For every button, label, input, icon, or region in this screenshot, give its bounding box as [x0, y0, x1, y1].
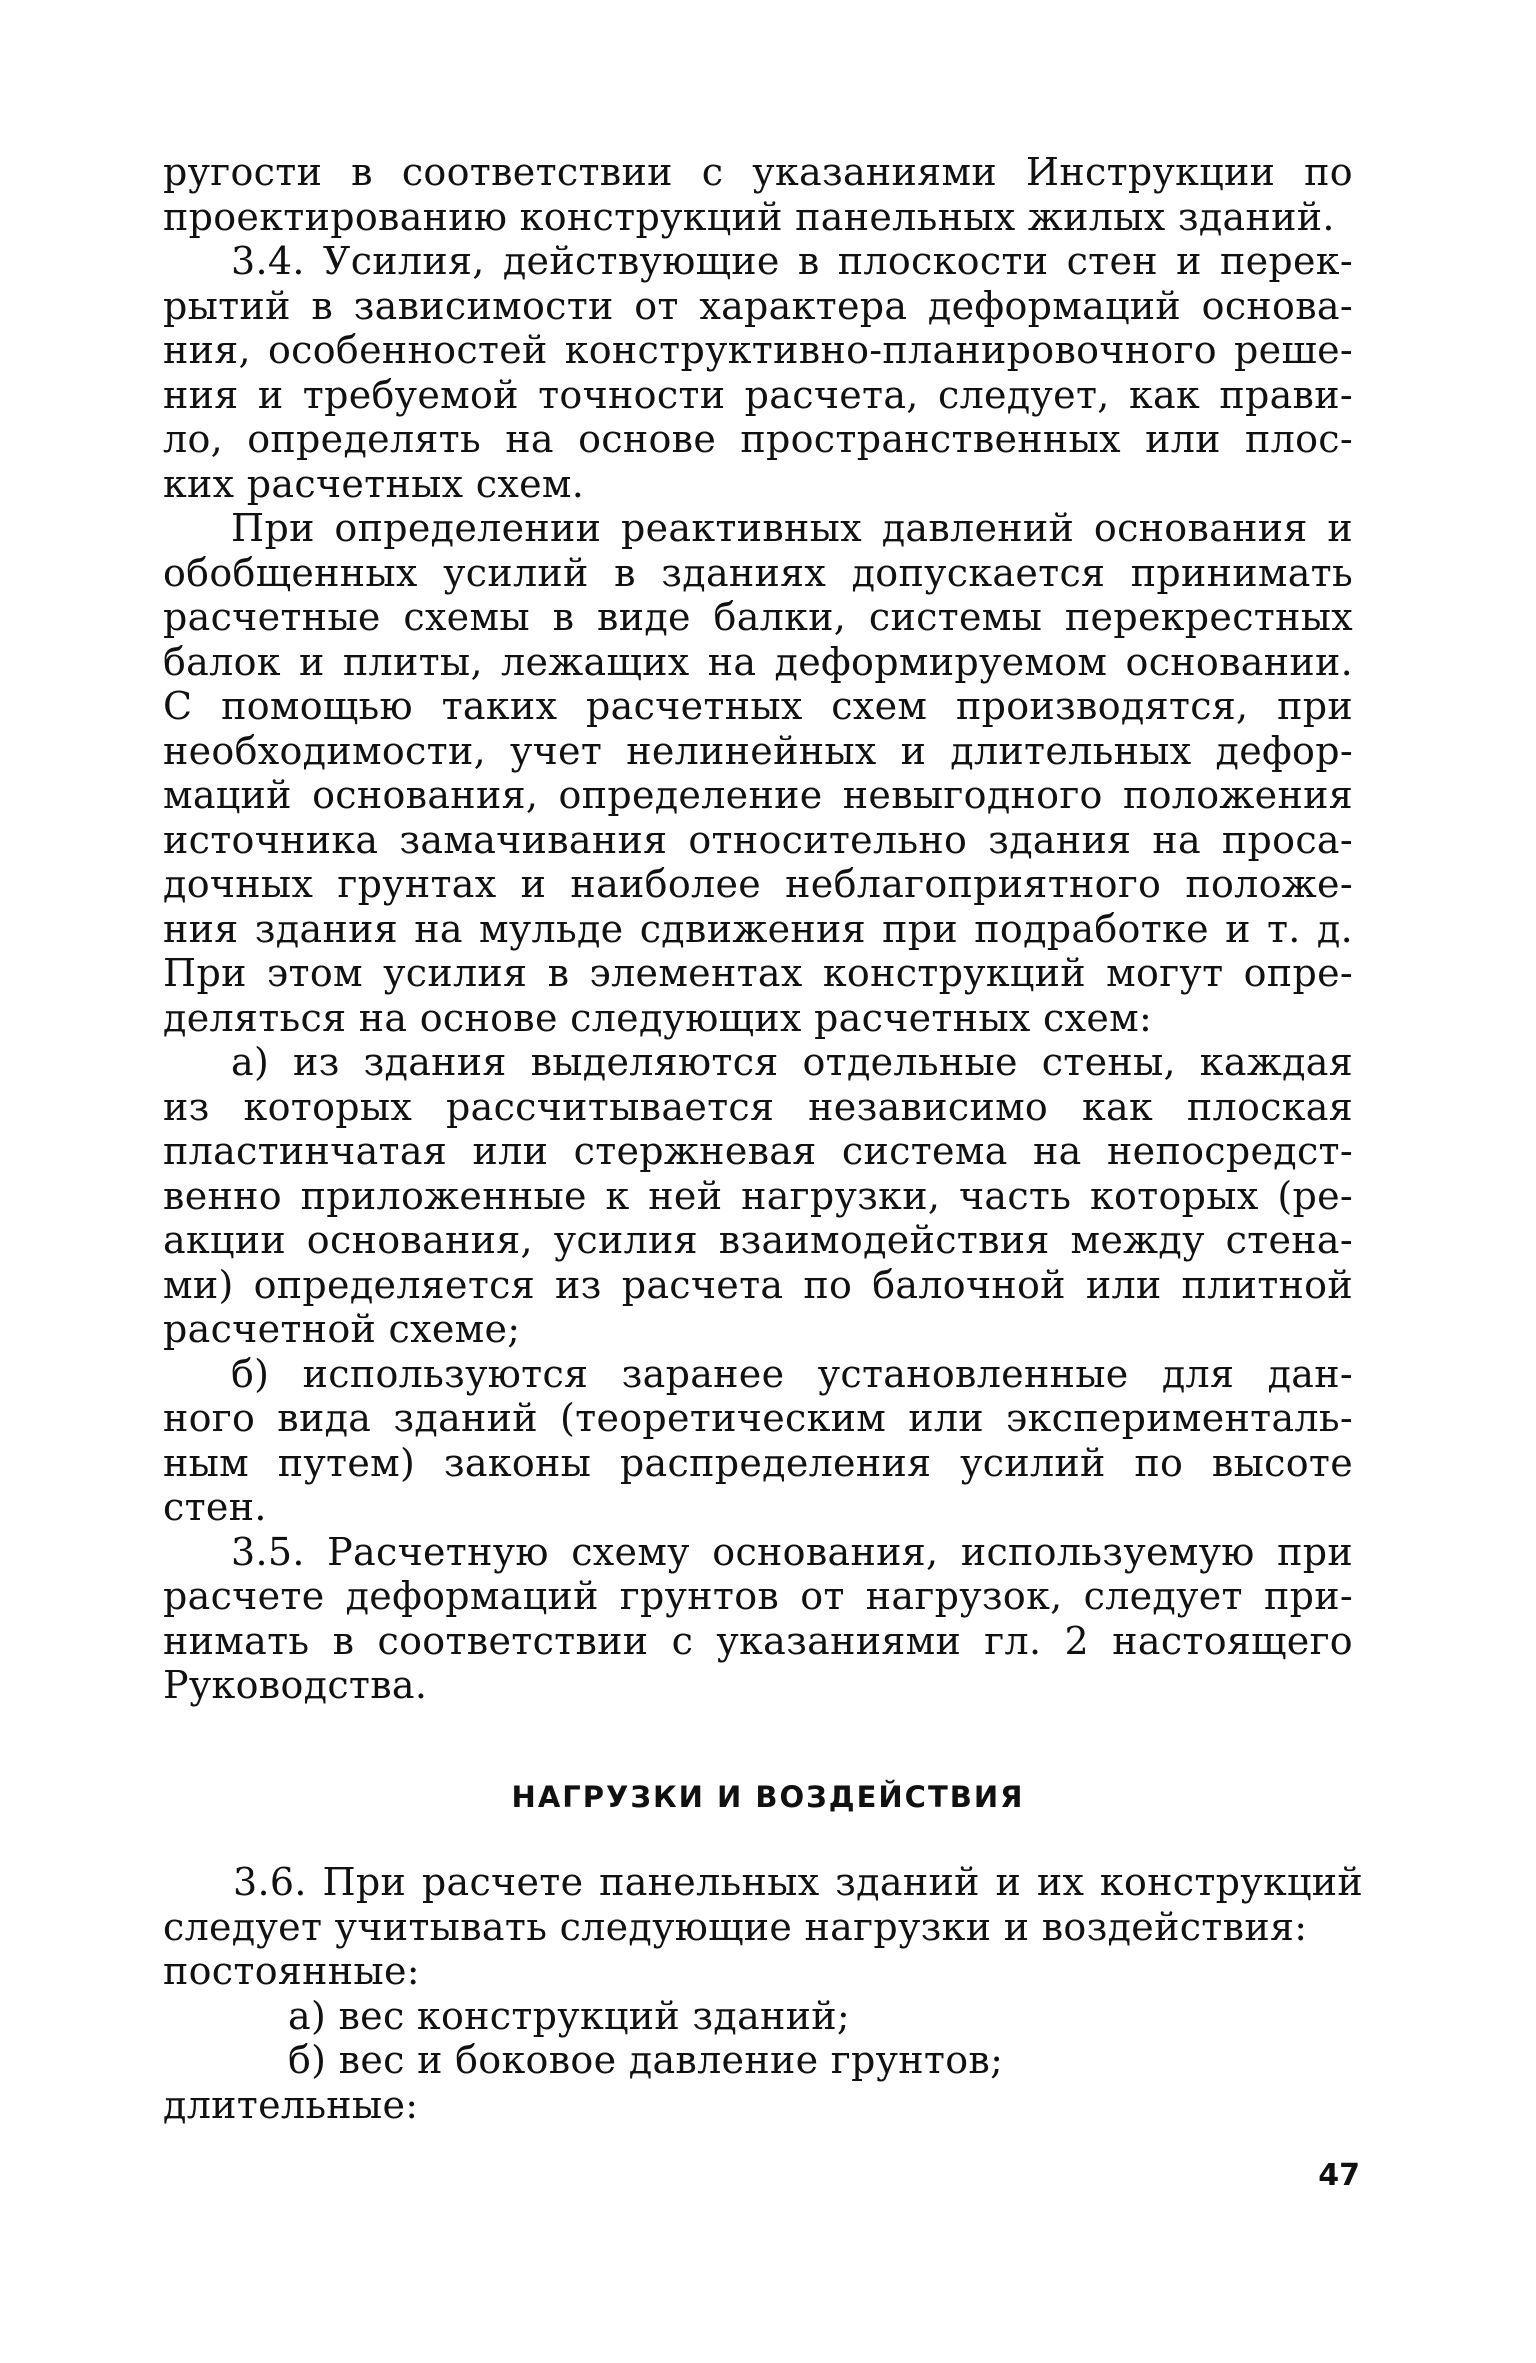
text-line: балок и плиты, лежащих на деформируемом основании.	[163, 639, 1353, 684]
text-line: ми) определяется из расчета по балочной или плитной	[163, 1262, 1353, 1307]
text-line: При определении реактивных давлений основания и	[231, 506, 1353, 550]
text-line: ния здания на мульде сдвижения при подработке и т. д.	[163, 906, 1353, 951]
loads-permanent-b: б) вес и боковое давление грунтов;	[288, 2038, 1004, 2082]
text-line: рытий в зависимости от характера деформаций основа-	[163, 283, 1353, 328]
text-line: из которых рассчитывается независимо как плоская	[163, 1084, 1353, 1129]
text-line: дочных грунтах и наиболее неблагоприятного положе-	[163, 862, 1353, 906]
paragraph-3-5	[163, 1530, 1353, 1708]
text-line: ких расчетных схем.	[163, 461, 585, 506]
text-line: ния, особенностей конструктивно-планировочного реше-	[163, 328, 1353, 372]
text-line: стен.	[163, 1485, 267, 1529]
paragraph-3-6-block	[163, 1860, 1363, 2127]
text-line: нимать в соответствии с указаниями гл. 2 настоящего	[163, 1618, 1353, 1663]
text-line: С помощью таких расчетных схем производятся, при	[163, 684, 1353, 728]
text-line: акции основания, усилия взаимодействия между стена-	[163, 1218, 1353, 1262]
text-line: 3.6. При расчете панельных зданий и их конструкций	[233, 1860, 1363, 1904]
text-line: ло, определять на основе пространственных или плос-	[163, 417, 1353, 461]
loads-permanent-label: постоянные:	[163, 1949, 420, 1993]
text-line: источника замачивания относительно здания на проса-	[163, 817, 1353, 862]
list-item-b	[163, 1352, 1353, 1530]
list-item-a	[163, 1040, 1353, 1352]
text-line: б) используются заранее установленные для дан-	[231, 1351, 1353, 1396]
paragraph-intro	[163, 150, 1353, 239]
main-text	[163, 150, 1353, 1708]
text-line: обобщенных усилий в зданиях допускается принимать	[163, 550, 1353, 595]
text-line: проектированию конструкций панельных жилых зданий.	[163, 194, 1335, 239]
text-line: расчете деформаций грунтов от нагрузок, следует при-	[163, 1574, 1353, 1618]
loads-permanent-a: а) вес конструкций зданий;	[288, 1993, 851, 2038]
text-line: следует учитывать следующие нагрузки и воздействия:	[163, 1904, 1308, 1949]
text-line: 3.4. Усилия, действующие в плоскости стен и перек-	[231, 239, 1353, 283]
text-line: деляться на основе следующих расчетных схем:	[163, 995, 1153, 1040]
loads-long-label: длительные:	[163, 2082, 419, 2127]
text-line: ния и требуемой точности расчета, следует, как прави-	[163, 372, 1353, 417]
text-line: ного вида зданий (теоретическим или эксперименталь-	[163, 1396, 1353, 1440]
text-line: необходимости, учет нелинейных и длительных дефор-	[163, 728, 1353, 773]
text-line: При этом усилия в элементах конструкций могут опре-	[163, 951, 1353, 995]
text-line: ругости в соответствии с указаниями Инструкции по	[163, 150, 1353, 194]
text-line: маций основания, определение невыгодного положения	[163, 773, 1353, 817]
text-line: расчетные схемы в виде балки, системы перекрестных	[163, 595, 1353, 639]
text-line: а) из здания выделяются отдельные стены, каждая	[231, 1040, 1353, 1084]
text-line: ным путем) законы распределения усилий по высоте	[163, 1440, 1353, 1485]
page-number: 47	[1318, 2158, 1360, 2193]
paragraph-reactive-pressures	[163, 506, 1353, 1040]
text-line: Руководства.	[163, 1663, 428, 1707]
text-line: расчетной схеме;	[163, 1307, 521, 1351]
paragraph-3-4	[163, 239, 1353, 506]
text-line: венно приложенные к ней нагрузки, часть которых (ре-	[163, 1173, 1353, 1218]
text-line: 3.5. Расчетную схему основания, используемую при	[231, 1529, 1353, 1574]
text-line: пластинчатая или стержневая система на непосредст-	[163, 1129, 1353, 1173]
section-heading: НАГРУЗКИ И ВОЗДЕЙСТВИЯ	[511, 1780, 1025, 1814]
